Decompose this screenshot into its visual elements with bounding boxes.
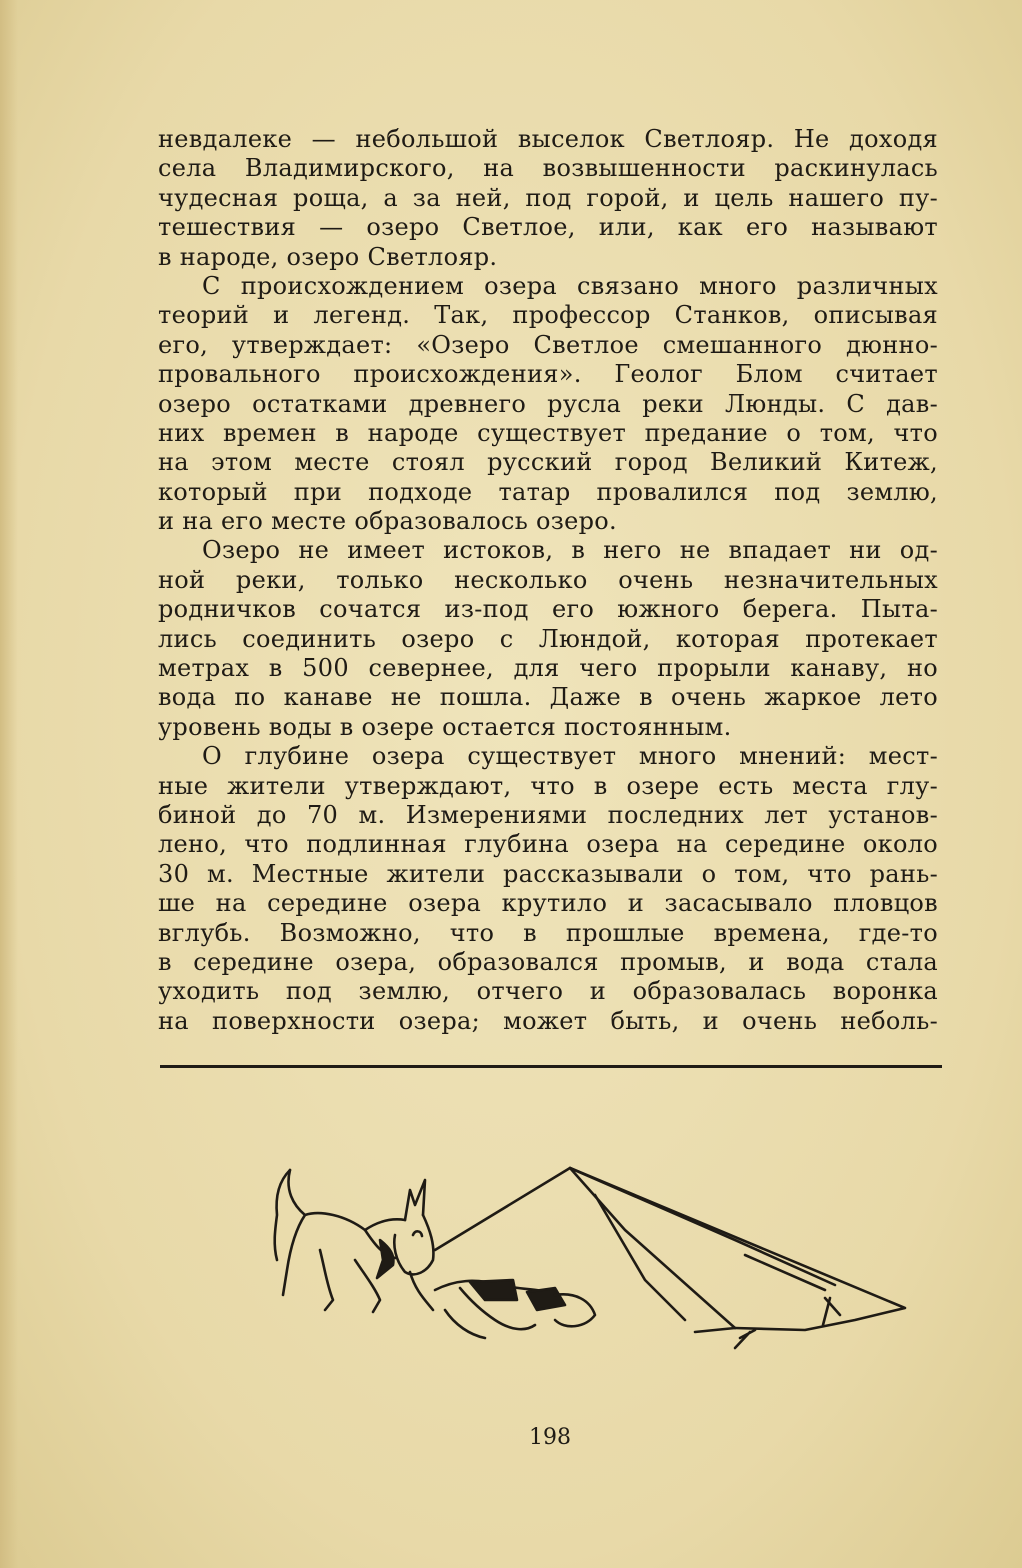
text-line: тешествия — озеро Светлое, или, как его называют (158, 213, 938, 242)
text-line: на этом месте стоял русский город Великий Китеж, (158, 448, 938, 477)
text-line: О глубине озера существует много мнений: мест- (202, 742, 938, 771)
text-line: лено, что подлинная глубина озера на середине около (158, 830, 938, 859)
page-edge-shadow (0, 0, 18, 1568)
text-line: чудесная роща, а за ней, под горой, и цель нашего пу- (158, 183, 938, 212)
text-line: озеро остатками древнего русла реки Люнды. С дав- (158, 389, 938, 418)
tent-peg-drawing (735, 1298, 830, 1348)
text-line: них времен в народе существует предание о том, что (158, 418, 938, 447)
text-line: метрах в 500 севернее, для чего прорыли канаву, но (158, 654, 938, 683)
text-line: вода по канаве не пошла. Даже в очень жаркое лето (158, 683, 938, 712)
text-line: 30 м. Местные жители рассказывали о том, что рань- (158, 859, 938, 888)
text-line: лись соединить озеро с Люндой, которая протекает (158, 624, 938, 653)
text-line: ной реки, только несколько очень незначительных (158, 565, 938, 594)
text-line: на поверхности озера; может быть, и очень неболь- (158, 1006, 938, 1035)
text-line: провального происхождения». Геолог Блом считает (158, 360, 938, 389)
text-line: в середине озера, образовался промыв, и вода стала (158, 947, 938, 976)
text-line: в народе, озеро Светлояр. (158, 242, 498, 271)
tent-drawing (435, 1168, 905, 1332)
text-line: вглубь. Возможно, что в прошлые времена, где-то (158, 918, 938, 947)
body-text (158, 125, 938, 1036)
paragraph (158, 742, 938, 1036)
goat-and-tent-illustration (265, 1160, 945, 1370)
paragraph (158, 536, 938, 742)
text-line: его, утверждает: «Озеро Светлое смешанного дюнно- (158, 330, 938, 359)
text-line: уровень воды в озере остается постоянным. (158, 712, 732, 741)
text-line: родничков сочатся из-под его южного берега. Пыта- (158, 595, 938, 624)
text-line: уходить под землю, отчего и образовалась воронка (158, 977, 938, 1006)
text-line: который при подходе татар провалился под землю, (158, 477, 938, 506)
horizontal-rule (160, 1065, 942, 1068)
text-line: Озеро не имеет истоков, в него не впадает ни од- (202, 536, 938, 565)
sleeping-person-drawing (435, 1280, 595, 1338)
text-line: и на его месте образовалось озеро. (158, 507, 617, 536)
page-number: 198 (529, 1425, 571, 1450)
text-line: ше на середине озера крутило и засасывало пловцов (158, 889, 938, 918)
text-line: невдалеке — небольшой выселок Светлояр. Не доходя (158, 125, 938, 153)
text-line: теорий и легенд. Так, профессор Станков, описывая (158, 301, 938, 330)
paragraph (158, 125, 938, 272)
text-line: биной до 70 м. Измерениями последних лет установ- (158, 800, 938, 829)
text-line: ные жители утверждают, что в озере есть места глу- (158, 771, 938, 800)
paragraph (158, 272, 938, 537)
text-line: С происхождением озера связано много различных (202, 271, 938, 300)
text-line: села Владимирского, на возвышенности раскинулась (158, 154, 938, 183)
goat-drawing (275, 1170, 434, 1312)
